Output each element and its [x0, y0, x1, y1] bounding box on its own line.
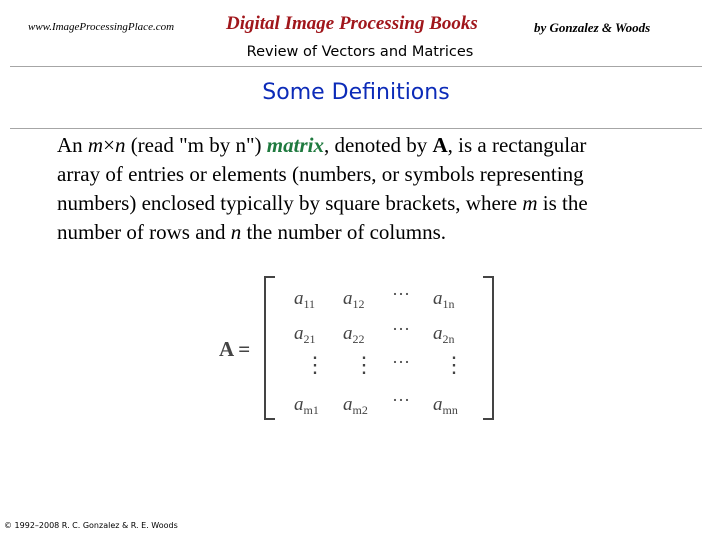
matrix-entry-subscript: 1n [442, 297, 455, 311]
symbol-n: n [114, 133, 126, 157]
matrix-entry-subscript: 12 [352, 297, 365, 311]
authors: by Gonzalez & Woods [534, 20, 651, 35]
book-title: Digital Image Processing Books [226, 13, 478, 34]
matrix-entry: $a_{m1}$ [294, 394, 319, 417]
matrix-entry: $a_{1n}$ [433, 288, 455, 311]
matrix-entry-subscript: 2n [442, 332, 455, 346]
matrix-hdots: ··· [392, 390, 410, 410]
matrix-entry-subscript: 22 [352, 332, 365, 346]
matrix-hdots: ··· [392, 284, 410, 304]
matrix-entry-subscript: m1 [303, 403, 319, 417]
matrix-vdots: ⋮ [353, 352, 375, 377]
matrix-lhs-label: A = [219, 337, 251, 361]
matrix-entry-subscript: m2 [352, 403, 368, 417]
symbol-m: m [87, 133, 104, 157]
matrix-entry-subscript: 21 [303, 332, 316, 346]
text-run: number of rows and [57, 220, 231, 244]
matrix-entry: $a_{12}$ [343, 288, 365, 311]
matrix-entry-subscript: mn [442, 403, 458, 417]
left-bracket [265, 277, 275, 419]
matrix-entry: $a_{m2}$ [343, 394, 368, 417]
matrix-entry-subscript: 11 [303, 297, 316, 311]
matrix-entry: $a_{11}$ [294, 288, 316, 311]
text-run: the number of columns. [241, 220, 447, 244]
matrix-entry: $a_{22}$ [343, 323, 365, 346]
symbol-m: m [522, 191, 538, 215]
matrix-vdots: ⋮ [304, 352, 326, 377]
right-bracket [483, 277, 493, 419]
symbol-A: A [432, 133, 448, 157]
keyword-matrix: matrix [266, 133, 324, 157]
text-run: (read "m by n") [125, 133, 267, 157]
matrix-vdots: ⋮ [443, 352, 465, 377]
definition-line-2: array of entries or elements (numbers, or symbols representing [57, 162, 584, 186]
matrix-hdots: ··· [392, 319, 410, 339]
matrix-entry: $a_{21}$ [294, 323, 316, 346]
text-run: , denoted by [323, 133, 433, 157]
text-run: numbers) enclosed typically by square brackets, where [57, 191, 523, 215]
slide-subtitle: Review of Vectors and Matrices [246, 44, 474, 60]
symbol-n: n [230, 220, 242, 244]
times-sign: × [103, 133, 115, 157]
section-title: Some Definitions [262, 80, 450, 105]
matrix-entry: $a_{mn}$ [433, 394, 458, 417]
site-url: www.ImageProcessingPlace.com [28, 21, 175, 33]
text-run: , is a rectangular [447, 133, 587, 157]
text-run: An [57, 133, 88, 157]
copyright-footer: © 1992–2008 R. C. Gonzalez & R. E. Woods [4, 521, 178, 530]
matrix-hdots: ··· [392, 352, 410, 372]
text-run: is the [537, 191, 588, 215]
matrix-entry: $a_{2n}$ [433, 323, 455, 346]
